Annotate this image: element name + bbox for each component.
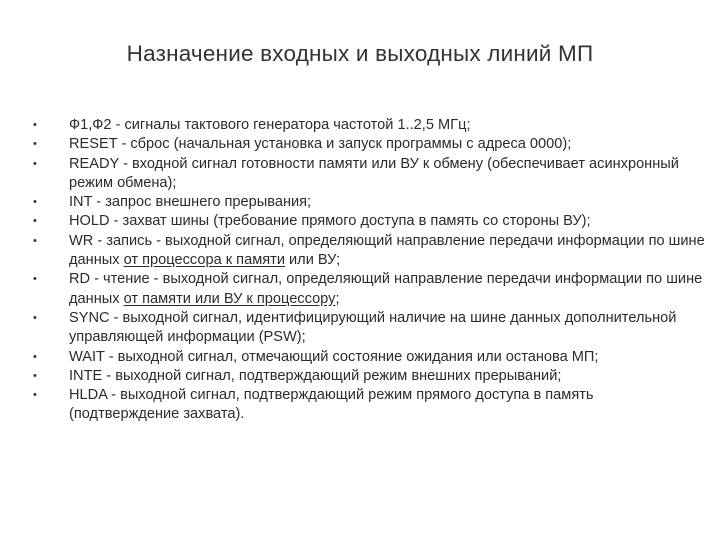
list-item-text xyxy=(69,271,702,306)
list-item-text xyxy=(69,136,571,152)
bullet-icon: • xyxy=(33,389,37,402)
bullet-icon: • xyxy=(33,234,37,247)
list-item xyxy=(33,386,705,425)
text-segment: INTE - выходной сигнал, подтверждающий режим внешних прерываний; xyxy=(69,367,562,384)
list-item xyxy=(33,270,705,309)
slide-title: Назначение входных и выходных линий МП xyxy=(126,41,594,66)
list-item-text xyxy=(69,387,594,422)
list-item xyxy=(33,309,705,348)
bullet-icon: • xyxy=(33,369,37,382)
text-segment: ; xyxy=(335,290,340,307)
list-item xyxy=(33,135,705,154)
text-segment: или ВУ; xyxy=(284,252,341,269)
bullet-list xyxy=(33,116,705,425)
bullet-icon: • xyxy=(33,138,37,151)
bullet-icon: • xyxy=(33,119,37,131)
list-item xyxy=(33,193,705,212)
list-item-text xyxy=(69,194,311,210)
list-item-text xyxy=(69,213,591,229)
bullet-icon: • xyxy=(33,311,37,324)
text-segment: HLDA - выходной сигнал, подтверждающий режим прямого доступа в память (подтверждение захвата). xyxy=(69,387,594,423)
underlined-phrase: от процессора к памяти xyxy=(123,252,285,269)
text-segment: WR - запись - выходной сигнал, определяющий направление передачи информации по шине данных xyxy=(69,232,705,269)
list-item-text xyxy=(69,310,676,345)
list-item-text xyxy=(69,368,561,384)
text-segment: HOLD - захват шины (требование прямого доступа в память со стороны ВУ); xyxy=(69,213,591,230)
list-item-text xyxy=(69,156,679,191)
bullet-icon: • xyxy=(33,273,37,286)
underlined-phrase: от памяти или ВУ к процессору xyxy=(123,290,336,307)
list-item xyxy=(33,155,705,194)
text-segment: WAIT - выходной сигнал, отмечающий состояние ожидания или останова МП; xyxy=(69,348,599,365)
text-segment: READY - входной сигнал готовности памяти или ВУ к обмену (обеспечивает асинхронный режим обмена); xyxy=(69,155,679,191)
list-item xyxy=(33,367,705,386)
text-segment: SYNC - выходной сигнал, идентифицирующий наличие на шине данных дополнительной управляющей информации (PSW); xyxy=(69,309,677,346)
list-item xyxy=(33,348,705,367)
text-segment: RD - чтение - выходной сигнал, определяющий направление передачи информации по шине данных xyxy=(69,271,703,307)
list-item-text xyxy=(69,349,598,365)
list-item xyxy=(33,212,705,231)
list-item xyxy=(33,116,705,135)
bullet-icon: • xyxy=(33,196,37,209)
list-item-text xyxy=(69,117,471,133)
bullet-icon: • xyxy=(33,215,37,228)
bullet-icon: • xyxy=(33,350,37,363)
text-segment: RESET - сброс (начальная установка и запуск программы с адреса 0000); xyxy=(69,136,572,153)
text-segment: INT - запрос внешнего прерывания; xyxy=(69,194,312,211)
text-segment: Ф1,Ф2 - сигналы тактового генератора частотой 1..2,5 МГц; xyxy=(69,117,471,133)
list-item xyxy=(33,232,705,271)
list-item-text xyxy=(69,233,705,268)
bullet-icon: • xyxy=(33,157,37,170)
